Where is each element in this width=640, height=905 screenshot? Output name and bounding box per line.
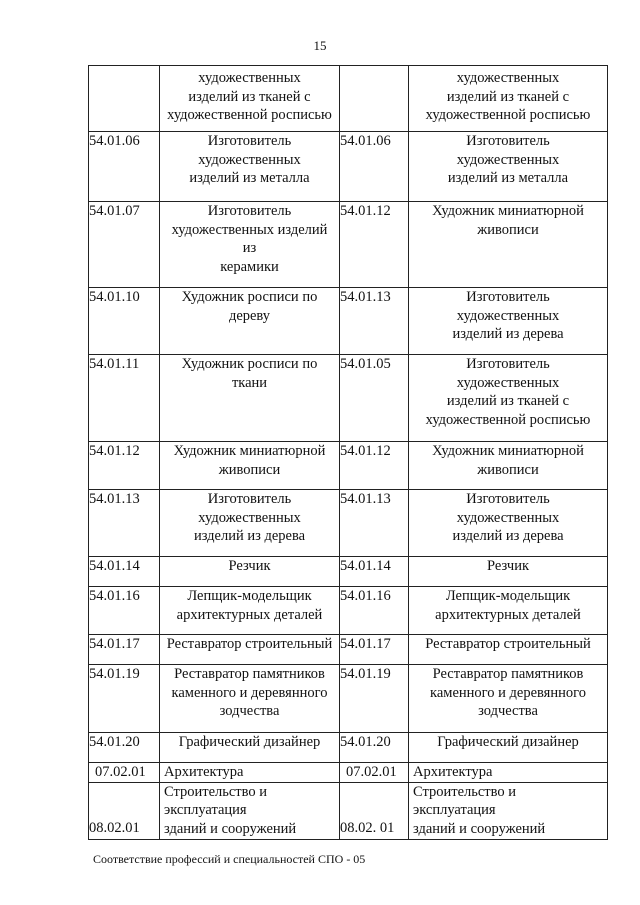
- table-row: [89, 442, 608, 490]
- name-cell-right: Реставратор памятников каменного и деревянного зодчества: [409, 665, 608, 733]
- code-cell-right: [340, 66, 409, 132]
- table-row: [89, 665, 608, 733]
- code-cell-left: 54.01.06: [89, 132, 160, 202]
- footer-text: Соответствие профессий и специальностей СПО - 05: [93, 852, 366, 866]
- page-number: 15: [313, 38, 327, 53]
- table-row: [89, 782, 608, 839]
- table-row: [89, 490, 608, 557]
- code-cell-right: 54.01.14: [340, 557, 409, 587]
- code-cell-right: 54.01.12: [340, 442, 409, 490]
- name-cell-left: Графический дизайнер: [160, 733, 340, 763]
- code-cell-left: 54.01.16: [89, 587, 160, 635]
- table-row: [89, 66, 608, 132]
- code-cell-right: 54.01.13: [340, 288, 409, 355]
- code-cell-right: 54.01.17: [340, 635, 409, 665]
- name-cell-left: Реставратор памятников каменного и деревянного зодчества: [160, 665, 340, 733]
- name-cell-right: Изготовитель художественных изделий из металла: [409, 132, 608, 202]
- code-cell-right: 54.01.06: [340, 132, 409, 202]
- code-cell-left: 54.01.13: [89, 490, 160, 557]
- code-cell-left: 54.01.19: [89, 665, 160, 733]
- code-cell-left: 54.01.07: [89, 202, 160, 288]
- table-row: [89, 733, 608, 763]
- name-cell-right: Архитектура: [409, 763, 608, 783]
- name-cell-left: Изготовитель художественных изделий из металла: [160, 132, 340, 202]
- name-cell-right: Художник миниатюрной живописи: [409, 202, 608, 288]
- table-row: [89, 355, 608, 442]
- name-cell-left: Архитектура: [160, 763, 340, 783]
- table-row: [89, 587, 608, 635]
- code-cell-right: 54.01.19: [340, 665, 409, 733]
- code-cell-right: 08.02. 01: [340, 782, 409, 839]
- name-cell-right: Резчик: [409, 557, 608, 587]
- name-cell-right: Реставратор строительный: [409, 635, 608, 665]
- name-cell-left: Художник росписи по ткани: [160, 355, 340, 442]
- code-cell-left: [89, 66, 160, 132]
- code-cell-left: 54.01.14: [89, 557, 160, 587]
- code-cell-left: 54.01.20: [89, 733, 160, 763]
- name-cell-right: Графический дизайнер: [409, 733, 608, 763]
- code-cell-left: 54.01.12: [89, 442, 160, 490]
- name-cell-left: художественных изделий из тканей с художественной росписью: [160, 66, 340, 132]
- table-row: [89, 132, 608, 202]
- table-row: [89, 288, 608, 355]
- name-cell-left: Художник миниатюрной живописи: [160, 442, 340, 490]
- table-row: [89, 763, 608, 783]
- name-cell-right: Строительство и эксплуатация зданий и сооружений: [409, 782, 608, 839]
- name-cell-right: Изготовитель художественных изделий из тканей с художественной росписью: [409, 355, 608, 442]
- name-cell-right: Лепщик-модельщик архитектурных деталей: [409, 587, 608, 635]
- name-cell-left: Изготовитель художественных изделий из керамики: [160, 202, 340, 288]
- name-cell-right: Изготовитель художественных изделий из дерева: [409, 490, 608, 557]
- correspondence-table: [88, 65, 608, 840]
- name-cell-left: Реставратор строительный: [160, 635, 340, 665]
- code-cell-right: 54.01.05: [340, 355, 409, 442]
- name-cell-left: Изготовитель художественных изделий из дерева: [160, 490, 340, 557]
- code-cell-right: 07.02.01: [340, 763, 409, 783]
- code-cell-right: 54.01.13: [340, 490, 409, 557]
- name-cell-left: Строительство и эксплуатация зданий и сооружений: [160, 782, 340, 839]
- table-row: [89, 557, 608, 587]
- code-cell-right: 54.01.20: [340, 733, 409, 763]
- code-cell-left: 54.01.17: [89, 635, 160, 665]
- name-cell-right: Художник миниатюрной живописи: [409, 442, 608, 490]
- table-row: [89, 202, 608, 288]
- name-cell-right: художественных изделий из тканей с художественной росписью: [409, 66, 608, 132]
- code-cell-right: 54.01.12: [340, 202, 409, 288]
- table-row: [89, 635, 608, 665]
- code-cell-left: 54.01.10: [89, 288, 160, 355]
- name-cell-right: Изготовитель художественных изделий из дерева: [409, 288, 608, 355]
- name-cell-left: Лепщик-модельщик архитектурных деталей: [160, 587, 340, 635]
- code-cell-left: 08.02.01: [89, 782, 160, 839]
- name-cell-left: Резчик: [160, 557, 340, 587]
- name-cell-left: Художник росписи по дереву: [160, 288, 340, 355]
- code-cell-left: 07.02.01: [89, 763, 160, 783]
- code-cell-left: 54.01.11: [89, 355, 160, 442]
- code-cell-right: 54.01.16: [340, 587, 409, 635]
